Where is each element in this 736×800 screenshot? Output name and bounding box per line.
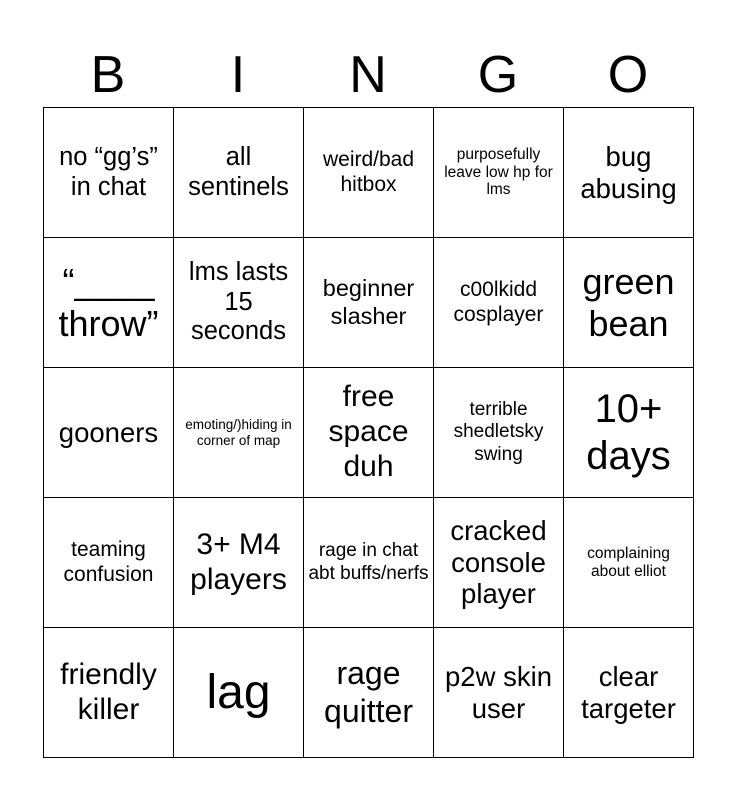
bingo-cell: emoting/)hiding in corner of map (174, 368, 304, 498)
header-letter-i: I (230, 46, 246, 104)
header-letter-o: O (607, 46, 649, 104)
grid-row (44, 498, 694, 628)
bingo-cell: rage in chat abt buffs/nerfs (304, 498, 434, 628)
bingo-cell: lms lasts 15 seconds (174, 238, 304, 368)
bingo-cell: all sentinels (174, 108, 304, 238)
bingo-grid (43, 107, 694, 758)
bingo-cell: beginner slasher (304, 238, 434, 368)
bingo-cell: terrible shedletsky swing (434, 368, 564, 498)
bingo-cell: c00lkidd cosplayer (434, 238, 564, 368)
bingo-cell: no “gg’s” in chat (44, 108, 174, 238)
bingo-cell: rage quitter (304, 628, 434, 758)
bingo-cell: “____ throw” (44, 238, 174, 368)
header-letter-g: G (477, 46, 519, 104)
grid-row (44, 238, 694, 368)
bingo-header (43, 44, 693, 106)
bingo-cell: bug abusing (564, 108, 694, 238)
bingo-cell: green bean (564, 238, 694, 368)
bingo-cell: purposefully leave low hp for lms (434, 108, 564, 238)
bingo-cell: 3+ M4 players (174, 498, 304, 628)
bingo-cell: weird/bad hitbox (304, 108, 434, 238)
bingo-cell: cracked console player (434, 498, 564, 628)
header-letter-b: B (90, 46, 126, 104)
header-letter-n: N (349, 46, 387, 104)
grid-row (44, 628, 694, 758)
bingo-cell: clear targeter (564, 628, 694, 758)
bingo-cell: teaming confusion (44, 498, 174, 628)
grid-row (44, 108, 694, 238)
bingo-cell: gooners (44, 368, 174, 498)
bingo-cell: free space duh (304, 368, 434, 498)
bingo-cell: p2w skin user (434, 628, 564, 758)
bingo-cell: friendly killer (44, 628, 174, 758)
bingo-cell: complaining about elliot (564, 498, 694, 628)
bingo-cell: lag (174, 628, 304, 758)
bingo-cell: 10+ days (564, 368, 694, 498)
grid-row (44, 368, 694, 498)
